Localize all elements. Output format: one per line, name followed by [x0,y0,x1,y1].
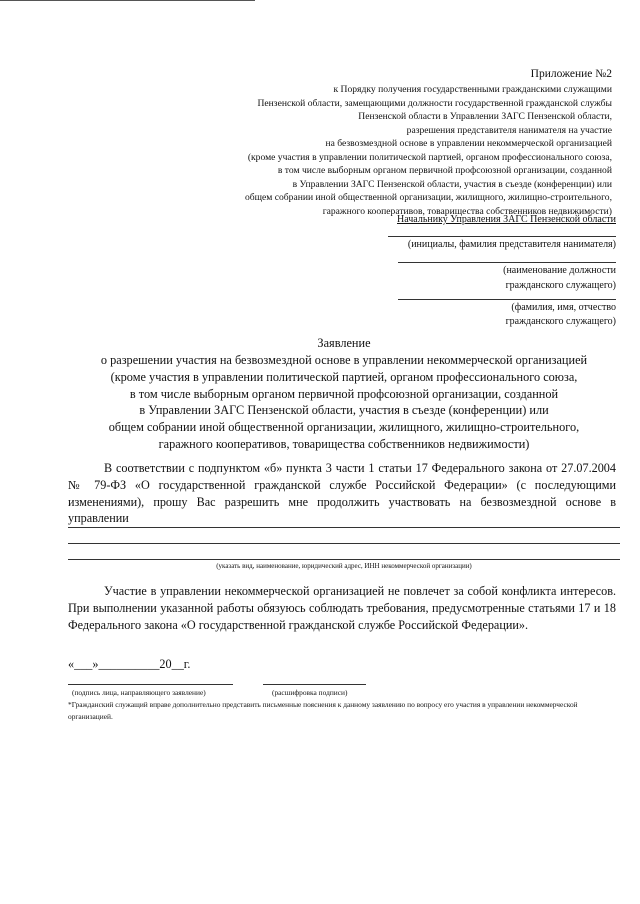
statement-line: общем собрании иной общественной организации, жилищного, жилищно-строительного, [108,420,580,435]
appendix-line: на безвозмездной основе в управлении некоммерческой организацией [325,138,612,149]
name-caption-1: (фамилия, имя, отчество [511,302,616,313]
appendix-line: гаражного кооперативов, товарищества собственников недвижимости) [322,205,612,217]
org-blank-3 [68,559,620,560]
appendix-line: в Управлении ЗАГС Пензенской области, участия в съезде (конференции) или [292,178,612,190]
appendix-line: разрешения представителя нанимателя на участие [406,124,612,136]
statement-line: о разрешении участия на безвозмездной основе в управлении некоммерческой организацией [100,353,588,367]
org-caption: (указать вид, наименование, юридический адрес, ИНН некоммерческой организации) [216,562,472,570]
appendix-line: в том числе выборным органом первичной профсоюзной организации, созданной [277,165,612,176]
statement-lines [0,352,640,453]
signature-decoding-blank [263,684,366,685]
representative-caption: (инициалы, фамилия представителя нанимателя) [407,239,616,250]
addressee-head: Начальнику Управления ЗАГС Пензенской области [397,214,616,225]
signature-caption: (подпись лица, направляющего заявление) [72,688,206,697]
date-line: «___»__________20__г. [68,657,191,671]
name-blank [398,299,616,300]
appendix-line: Пензенской области, замещающими должности государственной гражданской службы [257,97,612,109]
appendix-line: (кроме участия в управлении политической партией, органом профессионального союза, [247,151,612,163]
position-caption-2: гражданского служащего) [505,280,616,291]
appendix-line: общем собрании иной общественной организации, жилищного, жилищно-строительного, [244,192,612,203]
request-paragraph: В соответствии с подпунктом «б» пункта 3 части 1 статьи 17 Федерального закона от 27.07.2004 № 79-ФЗ «О государственной гражданской службе Российской Федерации» (с последующими изменениями), прошу Вас разрешить мне продолжить участвовать на безвозмездной основе в управлении [68,461,616,526]
statement-line: гаражного кооперативов, товарищества собственников недвижимости) [158,436,530,451]
org-blank-1 [68,527,620,528]
name-caption-2: гражданского служащего) [505,316,616,327]
statement-line: в том числе выборным органом первичной профсоюзной организации, созданной [129,386,559,401]
position-caption-1: (наименование должности [503,265,616,276]
appendix-line: Пензенской области в Управлении ЗАГС Пензенской области, [358,111,612,122]
signature-decoding-caption: (расшифровка подписи) [272,688,348,697]
appendix-line: к Порядку получения государственными гражданскими служащими [333,84,612,95]
statement-heading: Заявление [317,336,371,350]
top-edge-line [0,0,255,1]
position-blank [398,262,616,263]
conflict-paragraph: Участие в управлении некоммерческой организацией не повлечет за собой конфликта интересов. При выполнении указанной работы обязуюсь соблюдать требования, предусмотренные статьями 17 и 18 Федерального закона «О государственной гражданской службе Российской Федерации». [68,584,616,632]
appendix-title: Приложение №2 [530,68,612,80]
footnote: *Гражданский служащий вправе дополнительно представить письменные пояснения к данному заявлению по вопросу его участия в управлении некоммерческой организацией. [68,700,578,721]
signature-blank [68,684,233,685]
appendix-lines [245,83,612,218]
representative-blank [388,236,616,237]
statement-line: в Управлении ЗАГС Пензенской области, участия в съезде (конференции) или [139,403,549,418]
org-blank-2 [68,543,620,544]
statement-line: (кроме участия в управлении политической партией, органом профессионального союза, [110,369,578,384]
